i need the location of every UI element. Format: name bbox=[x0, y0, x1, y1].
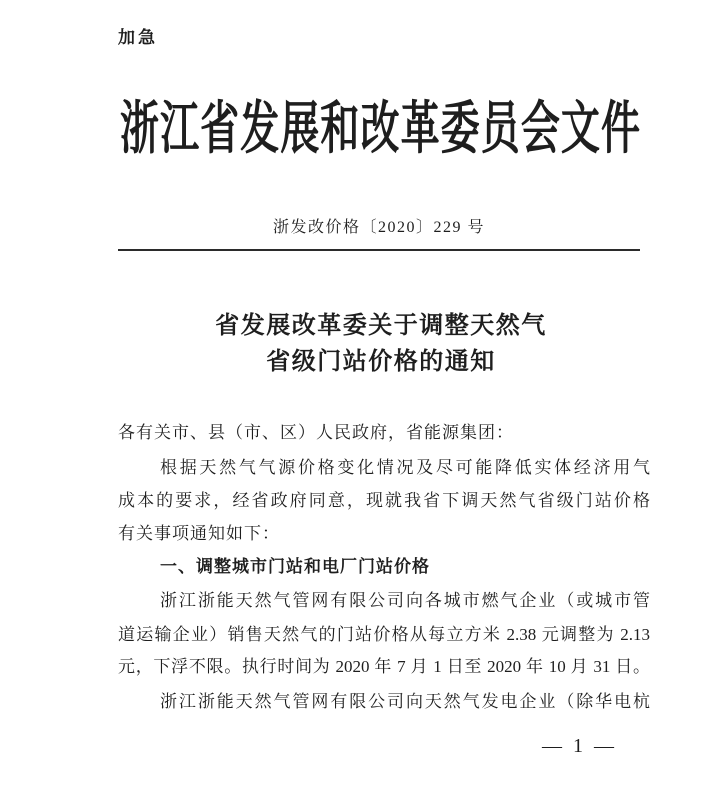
intro-line: 有关事项通知如下： bbox=[118, 524, 280, 543]
section-heading: 一、调整城市门站和电厂门站价格 bbox=[160, 557, 430, 576]
header-divider bbox=[118, 249, 640, 251]
paragraph-line: 浙江浙能天然气管网有限公司向各城市燃气企业（或城市管 bbox=[160, 591, 650, 610]
paragraph-line: 道运输企业）销售天然气的门站价格从每立方米 2.38 元调整为 2.13 bbox=[118, 625, 650, 644]
intro-line: 根据天然气气源价格变化情况及尽可能降低实体经济用气 bbox=[160, 458, 650, 477]
page-number: — 1 — bbox=[542, 735, 614, 757]
document-number: 浙发改价格〔2020〕229 号 bbox=[272, 219, 485, 236]
salutation: 各有关市、县（市、区）人民政府，省能源集团： bbox=[118, 423, 514, 442]
paragraph-line: 浙江浙能天然气管网有限公司向天然气发电企业（除华电杭 bbox=[160, 692, 650, 711]
notice-title-line-1: 省发展改革委关于调整天然气 bbox=[215, 313, 547, 339]
intro-line: 成本的要求，经省政府同意，现就我省下调天然气省级门站价格 bbox=[118, 491, 650, 510]
paragraph-line: 元，下浮不限。执行时间为 2020 年 7 月 1 日至 2020 年 10 月 31 日。 bbox=[118, 657, 650, 676]
notice-title-line-2: 省级门站价格的通知 bbox=[266, 349, 496, 375]
priority-label: 加急 bbox=[118, 28, 158, 47]
issuer-title: 浙江省发展和改革委员会文件 bbox=[120, 98, 640, 161]
